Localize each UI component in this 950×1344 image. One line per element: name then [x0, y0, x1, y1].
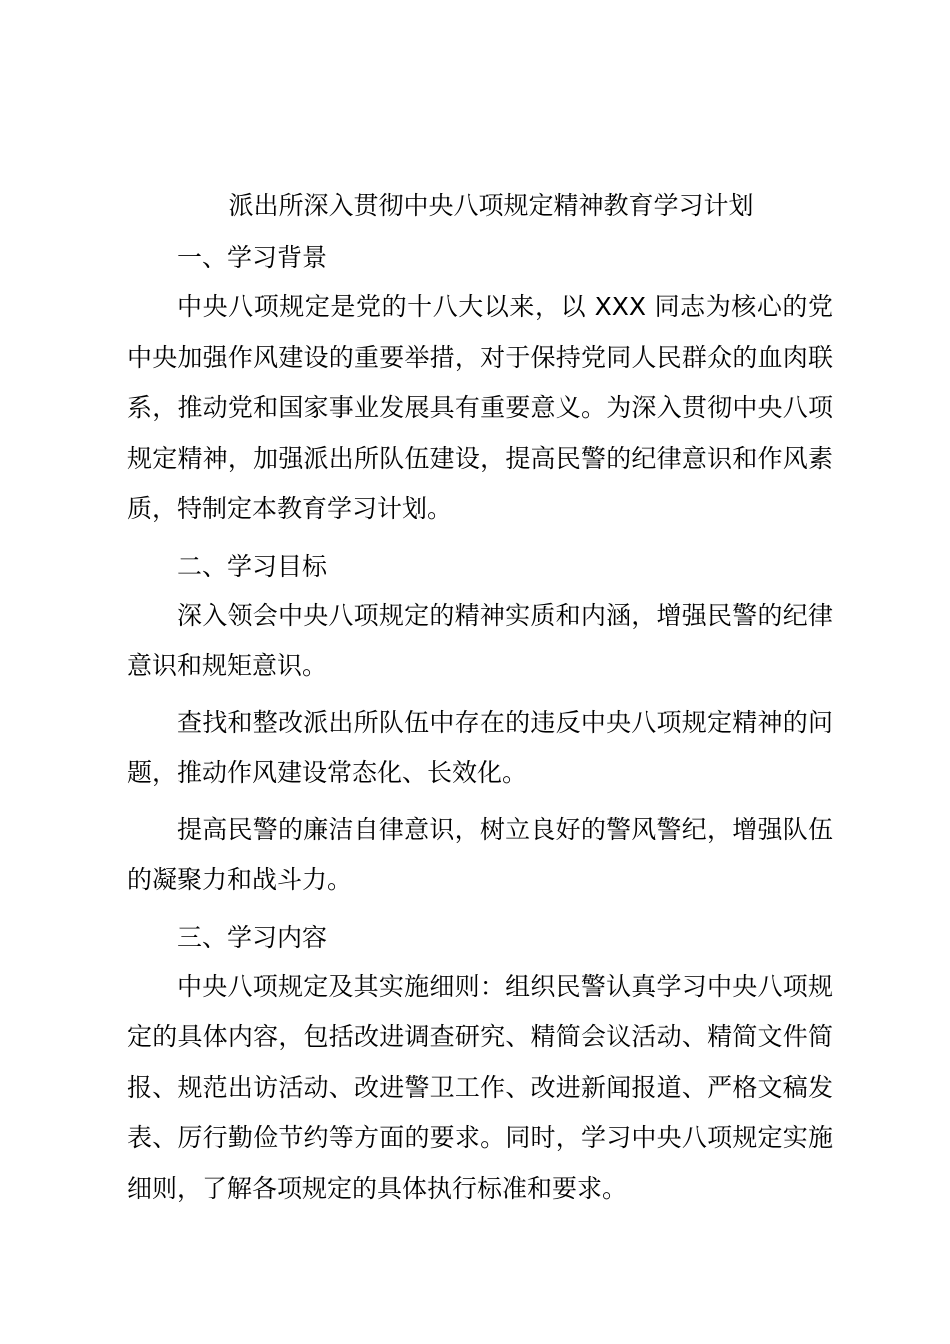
document-title: 派出所深入贯彻中央八项规定精神教育学习计划 [228, 191, 754, 220]
section-heading-goals: 二、学习目标 [177, 551, 328, 581]
document-body [127, 186, 833, 1214]
paragraph-goal-2: 查找和整改派出所队伍中存在的违反中央八项规定精神的问题，推动作风建设常态化、长效化。 [127, 707, 833, 787]
section-heading-content: 三、学习内容 [177, 922, 328, 952]
paragraph-content-1: 中央八项规定及其实施细则：组织民警认真学习中央八项规定的具体内容，包括改进调查研究、精简会议活动、精简文件简报、规范出访活动、改进警卫工作、改进新闻报道、严格文稿发表、厉行勤俭节约等方面的要求。同时，学习中央八项规定实施细则，了解各项规定的具体执行标准和要求。 [127, 971, 833, 1203]
paragraph-goal-3: 提高民警的廉洁自律意识，树立良好的警风警纪，增强队伍的凝聚力和战斗力。 [127, 814, 833, 894]
paragraph-background: 中央八项规定是党的十八大以来，以 XXX 同志为核心的党中央加强作风建设的重要举措，对于保持党同人民群众的血肉联系，推动党和国家事业发展具有重要意义。为深入贯彻中央八项规定精神，加强派出所队伍建设，提高民警的纪律意识和作风素质，特制定本教育学习计划。 [127, 292, 833, 523]
section-heading-background: 一、学习背景 [177, 243, 328, 272]
paragraph-goal-1: 深入领会中央八项规定的精神实质和内涵，增强民警的纪律意识和规矩意识。 [127, 600, 833, 680]
